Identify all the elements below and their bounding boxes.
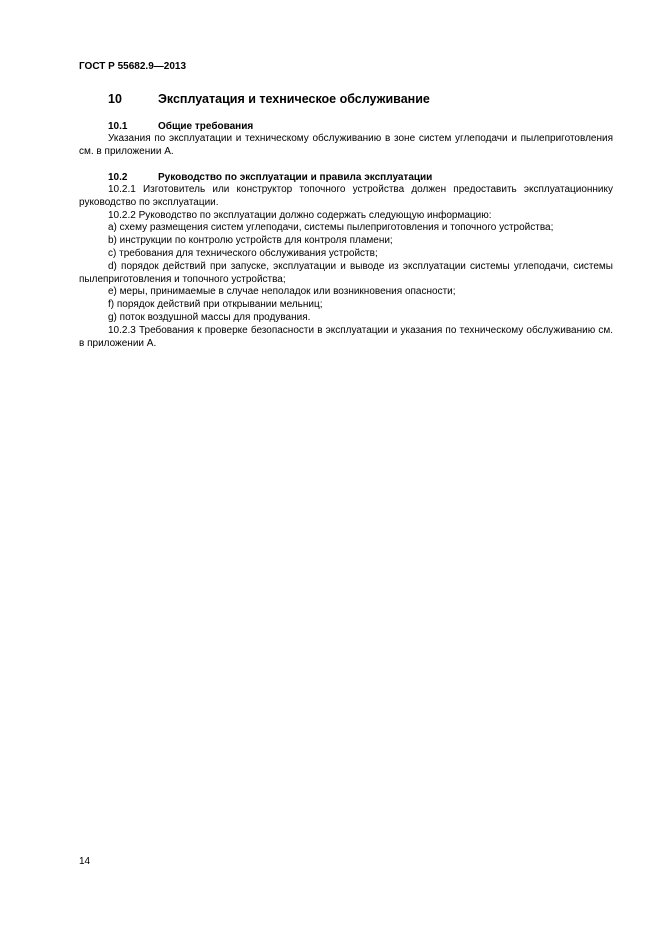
paragraph-10-2-1: 10.2.1 Изготовитель или конструктор топочного устройства должен предоставить эксплуатационнику руководство по эксплуатации.	[79, 184, 613, 208]
list-item-g: g) поток воздушной массы для продувания.	[108, 311, 311, 323]
paragraph-10-2-3: 10.2.3 Требования к проверке безопасности в эксплуатации и указания по техническому обслуживанию см. в приложении А.	[79, 324, 613, 349]
list-item-e: е) меры, принимаемые в случае неполадок или возникновения опасности;	[108, 286, 456, 298]
subsection-heading-10-2	[108, 172, 432, 183]
subsection-title: Руководство по эксплуатации и правила эксплуатации	[158, 172, 433, 183]
subsection-10-2-body	[79, 184, 613, 350]
subsection-number: 10.1	[108, 121, 128, 132]
document-code: ГОСТ Р 55682.9—2013	[79, 61, 187, 72]
paragraph-10-2-2: 10.2.2 Руководство по эксплуатации должно содержать следующую информацию:	[108, 209, 492, 221]
section-heading	[108, 92, 430, 106]
section-title: Эксплуатация и техническое обслуживание	[158, 92, 430, 106]
list-item-b: b) инструкции по контролю устройств для контроля пламени;	[108, 235, 393, 247]
subsection-heading-10-1	[108, 121, 253, 132]
section-number: 10	[108, 92, 122, 106]
list-item-f: f) порядок действий при открывании мельниц;	[108, 299, 323, 311]
list-item-a: а) схему размещения систем углеподачи, системы пылеприготовления и топочного устройства;	[108, 222, 554, 234]
page-number: 14	[79, 856, 91, 867]
paragraph: Указания по эксплуатации и техническому обслуживанию в зоне систем углеподачи и пылеприготовления см. в приложении А.	[79, 133, 613, 157]
subsection-10-1-body	[79, 133, 613, 159]
subsection-number: 10.2	[108, 172, 128, 183]
subsection-title: Общие требования	[158, 121, 254, 132]
list-item-d: d) порядок действий при запуске, эксплуатации и выводе из эксплуатации системы углеподачи, системы пылеприготовления и топочного устройства;	[79, 260, 613, 285]
list-item-c: с) требования для технического обслуживания устройств;	[108, 247, 378, 259]
